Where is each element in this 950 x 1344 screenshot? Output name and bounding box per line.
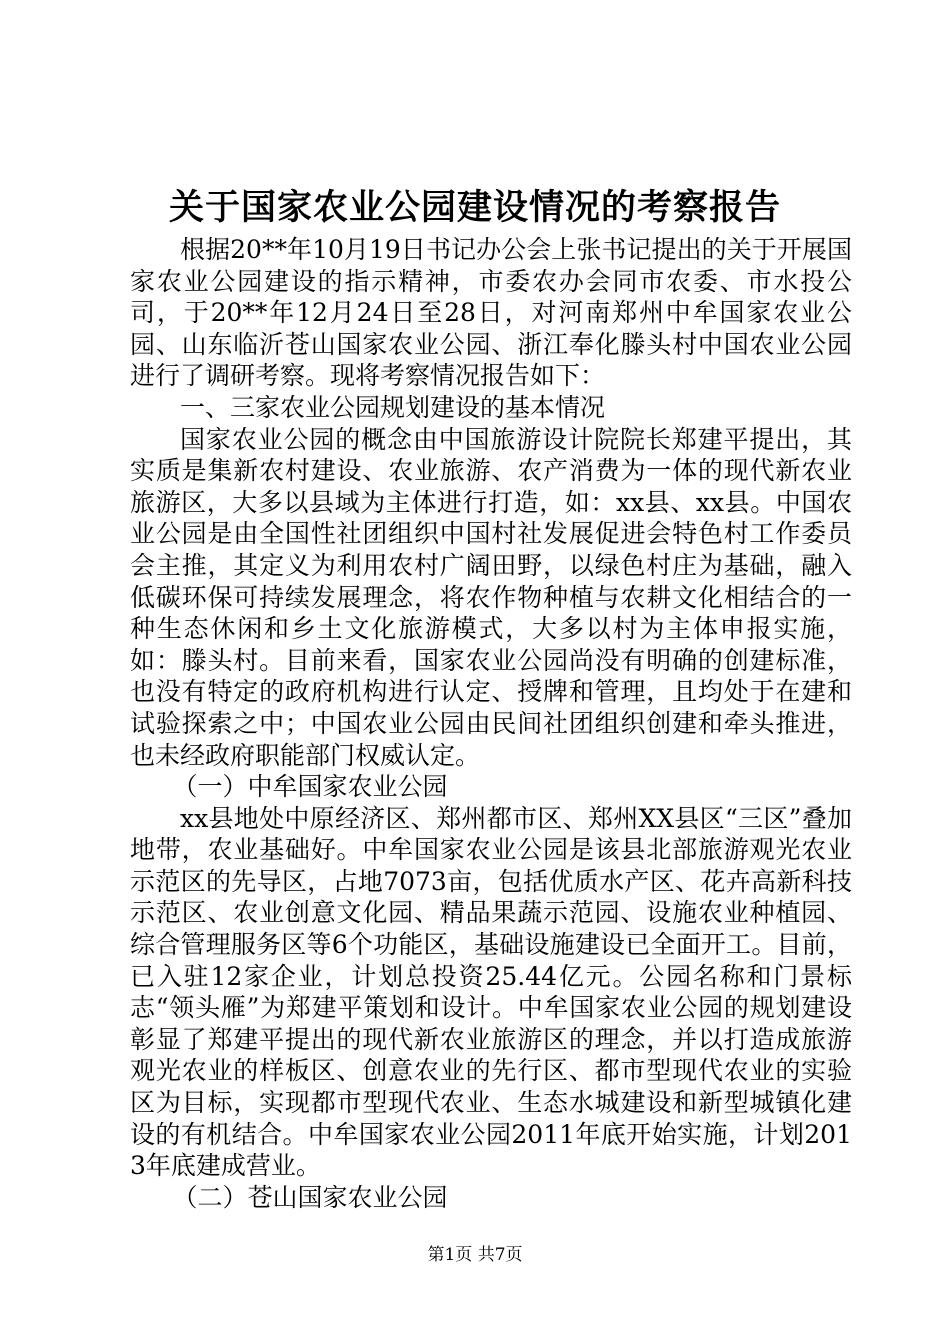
concept-paragraph: 国家农业公园的概念由中国旅游设计院院长郑建平提出，其实质是集新农村建设、农业旅游、农产消费为一体的现代新农业旅游区，大多以县域为主体进行打造，如：xx县、xx县。中国农业公园是由全国性社团组织中国村社发展促进会特色村工作委员会主推，其定义为利用农村广阔田野，以绿色村庄为基础，融入低碳环保可持续发展理念，将农作物种植与农耕文化相结合的一种生态休闲和乡土文化旅游模式，大多以村为主体申报实施，如：滕头村。目前来看，国家农业公园尚没有明确的创建标准，也没有特定的政府机构进行认定、授牌和管理，且均处于在建和试验探索之中；中国农业公园由民间社团组织创建和牵头推进，也未经政府职能部门权威认定。 bbox=[130, 424, 852, 770]
intro-paragraph: 根据20**年10月19日书记办公会上张书记提出的关于开展国家农业公园建设的指示精神，市委农办会同市农委、市水投公司，于20**年12月24日至28日，对河南郑州中牟国家农业公园、山东临沂苍山国家农业公园、浙江奉化滕头村中国农业公园进行了调研考察。现将考察情况报告如下： bbox=[130, 235, 852, 391]
subsection-heading-zhongmou: （一）中牟国家农业公园 bbox=[172, 772, 448, 802]
zhongmou-paragraph: xx县地处中原经济区、郑州都市区、郑州XX县区“三区”叠加地带，农业基础好。中牟国家农业公园是该县北部旅游观光农业示范区的先导区，占地7073亩，包括优质水产区、花卉高新科技示范区、农业创意文化园、精品果蔬示范园、设施农业种植园、综合管理服务区等6个功能区，基础设施建设已全面开工。目前，已入驻12家企业，计划总投资25.44亿元。公园名称和门景标志“领头雁”为郑建平策划和设计。中牟国家农业公园的规划建设彰显了郑建平提出的现代新农业旅游区的理念，并以打造成旅游观光农业的样板区、创意农业的先行区、都市型现代农业的实验区为目标，实现都市型现代农业、生态水城建设和新型城镇化建设的有机结合。中牟国家农业公园2011年底开始实施，计划2013年底建成营业。 bbox=[130, 803, 852, 1181]
page-number-footer: 第1页 共7页 bbox=[427, 1245, 523, 1265]
document-title: 关于国家农业公园建设情况的考察报告 bbox=[168, 187, 781, 228]
document-body bbox=[130, 234, 852, 1213]
subsection-heading-cangshan: （二）苍山国家农业公园 bbox=[172, 1182, 448, 1212]
section-heading-basic-situation: 一、三家农业公园规划建设的基本情况 bbox=[180, 392, 606, 422]
